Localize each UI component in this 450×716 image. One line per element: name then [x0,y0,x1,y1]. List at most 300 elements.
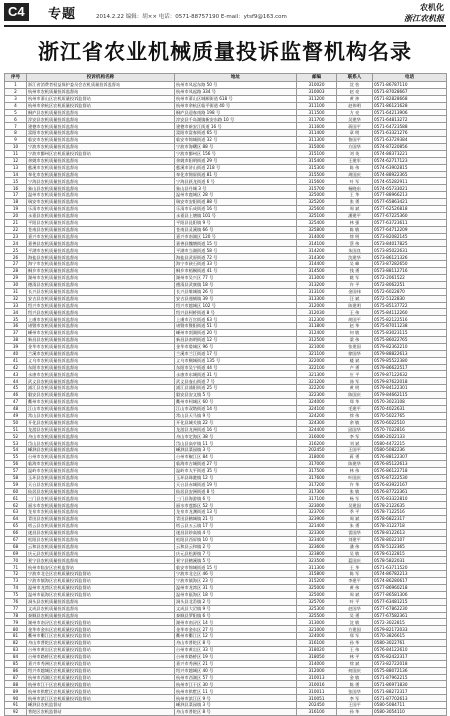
cell-postcode: 315500 [297,171,337,178]
cell-address: 富阳市富春街道 65 号 [175,130,297,137]
cell-phone: 0578-8022107 [373,536,447,543]
cell-org: 嵊泗县农机质量投诉监督站 [27,447,175,454]
cell-phone: 0577-67582361 [373,612,447,619]
cell-index: 52 [5,433,27,440]
cell-org: 温州市龙湾区农机质量投诉监督站 [27,585,175,592]
cell-address: 永嘉县上塘镇 101 号 [175,212,297,219]
cell-phone: 0579-84662115 [373,392,447,399]
cell-address: 台州市黄岩区 33 号 [175,647,297,654]
cell-contact: 金国伟 [337,288,373,295]
cell-org: 三门县农机质量投诉监督站 [27,495,175,502]
cell-org: 临安市农机质量投诉监督站 [27,137,175,144]
header-rule [4,25,446,27]
cell-index: 76 [5,598,27,605]
cell-index: 38 [5,336,27,343]
table-row [5,612,447,619]
cell-address: 舟山市普陀区 8 号 [175,709,297,716]
cell-index: 16 [5,185,27,192]
table-row [5,123,447,130]
cell-contact: 汪 斌 [337,295,373,302]
table-row [5,447,447,454]
table-row [5,550,447,557]
cell-address: 海宁市硖石街道 33 号 [175,261,297,268]
cell-index: 46 [5,392,27,399]
cell-org: 东阳市农机质量投诉监督站 [27,364,175,371]
cell-address: 杭州市滨江区 9 号 [175,695,297,702]
table-row [5,467,447,474]
cell-org: 杭州市萧山区农机质量投诉监督站 [27,95,175,102]
table-row [5,681,447,688]
cell-org: 义乌市农机质量投诉监督站 [27,357,175,364]
cell-contact: 蒋国平 [337,123,373,130]
table-row [5,660,447,667]
cell-contact: 方 亮 [337,109,373,116]
cell-contact: 王建军 [337,157,373,164]
table-row [5,667,447,674]
cell-org: 诸暨市农机质量投诉监督站 [27,323,175,330]
cell-org: 上虞市农机质量投诉监督站 [27,316,175,323]
cell-phone: 0574-86280617 [373,578,447,585]
cell-postcode: 312030 [297,309,337,316]
cell-index: 62 [5,502,27,509]
cell-postcode: 324000 [297,398,337,405]
cell-index: 63 [5,509,27,516]
table-row [5,212,447,219]
cell-index: 34 [5,309,27,316]
cell-index: 57 [5,467,27,474]
cell-org: 嘉善县农机质量投诉监督站 [27,240,175,247]
cell-org: 仙居县农机质量投诉监督站 [27,488,175,495]
cell-phone: 0578-5822031 [373,557,447,564]
cell-contact: 林 伟 [337,467,373,474]
table-row [5,247,447,254]
table-row [5,178,447,185]
cell-contact: 赵国华 [337,605,373,612]
cell-postcode: 318000 [297,454,337,461]
table-row [5,440,447,447]
cell-contact: 林 强 [337,219,373,226]
cell-contact: 蓝国庆 [337,557,373,564]
cell-phone: 0571-87962215 [373,674,447,681]
cell-index: 48 [5,405,27,412]
cell-contact: 潘建平 [337,212,373,219]
cell-contact: 叶 平 [337,598,373,605]
cell-org: 宁波市农机质量投诉监督站 [27,144,175,151]
cell-postcode: 317200 [297,481,337,488]
cell-index: 65 [5,523,27,530]
cell-address: 建德市新安江街道 16 号 [175,123,297,130]
cell-org: 瑞安市农机质量投诉监督站 [27,199,175,206]
cell-index: 4 [5,102,27,109]
cell-contact: 徐 明 [337,233,373,240]
cell-index: 14 [5,171,27,178]
cell-org: 常山县农机质量投诉监督站 [27,412,175,419]
cell-contact: 张建国 [337,343,373,350]
cell-address: 文成县大峃镇 9 号 [175,605,297,612]
table-row [5,157,447,164]
cell-index: 8 [5,130,27,137]
cell-phone: 0575-86022765 [373,336,447,343]
cell-phone: 0580-3022761 [373,640,447,647]
cell-contact: 张 勇 [337,199,373,206]
cell-index: 50 [5,419,27,426]
cell-postcode: 325500 [297,612,337,619]
cell-phone: 0580-2022133 [373,433,447,440]
cell-index: 15 [5,178,27,185]
table-row [5,529,447,536]
cell-contact: 周 斌 [337,516,373,523]
cell-org: 温州市农机质量投诉监督站 [27,192,175,199]
table-row [5,323,447,330]
cell-index: 23 [5,233,27,240]
cell-phone: 0579-82172033 [373,626,447,633]
table-row [5,647,447,654]
cell-postcode: 310051 [297,695,337,702]
cell-phone: 0580-4472215 [373,440,447,447]
cell-contact: 张国华 [337,688,373,695]
cell-address: 龙泉市龙渊街道 13 号 [175,509,297,516]
cell-phone: 0576-88122307 [373,454,447,461]
page-header [0,0,450,26]
cell-contact: 卢 勇 [337,364,373,371]
table-row [5,288,447,295]
cell-address: 金华市婺城区 96 号 [175,343,297,350]
cell-phone: 0572-2061522 [373,274,447,281]
cell-contact: 许 华 [337,481,373,488]
table-header-row [5,74,447,82]
cell-address: 兰溪市兰江街道 17 号 [175,350,297,357]
cell-org: 永嘉县农机质量投诉监督站 [27,212,175,219]
cell-postcode: 313000 [297,619,337,626]
cell-phone: 0577-62526818 [373,206,447,213]
cell-phone: 0571-64213906 [373,109,447,116]
cell-address: 临安市锦城街道 32 号 [175,137,297,144]
cell-address: 临安市锦城街道 15 号 [175,564,297,571]
cell-phone: 0571-86971830 [373,681,447,688]
table-row [5,316,447,323]
table-row [5,502,447,509]
cell-contact: 刘 英 [337,150,373,157]
cell-org: 慈溪市农机质量投诉监督站 [27,164,175,171]
cell-contact: 陈国庆 [337,392,373,399]
cell-phone: 0574-86782213 [373,571,447,578]
cell-phone: 0571-87702613 [373,695,447,702]
cell-index: 67 [5,536,27,543]
cell-org: 浦江县农机质量投诉监督站 [27,385,175,392]
cell-postcode: 311400 [297,130,337,137]
cell-postcode: 311800 [297,323,337,330]
cell-index: 49 [5,412,27,419]
cell-postcode: 315600 [297,178,337,185]
cell-postcode: 314200 [297,247,337,254]
cell-postcode: 317000 [297,460,337,467]
cell-contact: 林 平 [337,653,373,660]
cell-index: 6 [5,116,27,123]
cell-index: 66 [5,529,27,536]
cell-address: 三门县海游镇 6 号 [175,495,297,502]
table-row [5,516,447,523]
cell-postcode: 311100 [297,102,337,109]
brand-top: 农机化 [420,2,444,12]
cell-index: 88 [5,681,27,688]
cell-index: 19 [5,206,27,213]
cell-address: 奉化市锦屏街道 81 号 [175,171,297,178]
cell-contact: 吴 峰 [337,261,373,268]
cell-address: 上虞市百官街道 63 号 [175,316,297,323]
cell-address: 舟山市普陀区 8 号 [175,640,297,647]
cell-address: 绍兴市越城区 40 号 [175,667,297,674]
table-row [5,578,447,585]
cell-index: 78 [5,612,27,619]
cell-index: 13 [5,164,27,171]
cell-index: 22 [5,226,27,233]
cell-index: 51 [5,426,27,433]
cell-postcode: 325200 [297,199,337,206]
table-row [5,688,447,695]
cell-postcode: 321000 [297,343,337,350]
cell-index: 89 [5,688,27,695]
cell-index: 43 [5,371,27,378]
cell-address: 温岭市太平街道 35 号 [175,467,297,474]
cell-contact: 孙 华 [337,640,373,647]
table-row [5,412,447,419]
cell-phone: 0573-87282650 [373,261,447,268]
issue-meta: 2014.2.22 编辑：胡×× 电话：0571-88757190 E-mail：ytsf9@163.com [96,14,287,20]
table-row [5,378,447,385]
cell-index: 2 [5,88,27,95]
col-header-address: 地址 [175,74,297,82]
cell-org: 宁海县农机质量投诉监督站 [27,178,175,185]
cell-postcode: 316000 [297,433,337,440]
cell-org: 嵊泗县农机监督站 [27,702,175,709]
section-title: 专题 [48,7,77,22]
cell-address: 湖州市吴兴区 77 号 [175,274,297,281]
cell-address: 永康市东城街道 31 号 [175,371,297,378]
cell-index: 58 [5,474,27,481]
cell-contact: 方国华 [337,144,373,151]
cell-contact: 季 平 [337,509,373,516]
cell-postcode: 311500 [297,109,337,116]
table-row [5,481,447,488]
cell-address: 嵊州市剡湖街道 20 号 [175,330,297,337]
cell-org: 武义县农机质量投诉监督站 [27,378,175,385]
cell-contact: 叶 军 [337,178,373,185]
cell-address: 玉环县珠港镇 12 号 [175,474,297,481]
table-row [5,254,447,261]
table-row [5,116,447,123]
cell-address: 宁波市北仑区 46 号 [175,571,297,578]
cell-postcode: 316100 [297,709,337,716]
cell-address: 嵊泗县菜园镇 3 号 [175,702,297,709]
cell-index: 56 [5,460,27,467]
cell-contact: 吴建华 [337,116,373,123]
cell-phone: 0573-82082145 [373,233,447,240]
cell-postcode: 316100 [297,640,337,647]
cell-org: 桐庐县农机质量投诉监督站 [27,109,175,116]
cell-org: 平湖市农机质量投诉监督站 [27,247,175,254]
cell-index: 9 [5,137,27,144]
cell-postcode: 321300 [297,371,337,378]
cell-phone: 0576-85122613 [373,460,447,467]
cell-contact: 杨 军 [337,495,373,502]
cell-index: 5 [5,109,27,116]
cell-address: 宁海县跃龙街道 6 号 [175,178,297,185]
cell-contact: 郑 军 [337,633,373,640]
cell-address: 常山县天马镇 9 号 [175,412,297,419]
cell-org: 淳安县农机质量投诉监督站 [27,116,175,123]
table-row [5,371,447,378]
cell-phone: 0580-3054110 [373,709,447,716]
cell-postcode: 312400 [297,330,337,337]
cell-org: 洞头县农机质量投诉监督站 [27,598,175,605]
cell-contact: 陈建明 [337,302,373,309]
cell-postcode: 325400 [297,219,337,226]
cell-address: 云和县云和镇 2 号 [175,543,297,550]
cell-org: 绍兴市越城区农机质量投诉监督站 [27,667,175,674]
cell-org: 富阳市农机质量投诉监督站 [27,130,175,137]
cell-address: 嘉兴市南湖区 120 号 [175,233,297,240]
cell-phone: 0577-64712209 [373,226,447,233]
cell-address: 嵊泗县菜园镇 3 号 [175,447,297,454]
cell-address: 金华市金东区 27 号 [175,626,297,633]
cell-address: 湖州市南浔区 14 号 [175,619,297,626]
cell-postcode: 322200 [297,385,337,392]
cell-org: 永康市农机质量投诉监督站 [27,371,175,378]
table-row [5,192,447,199]
cell-postcode: 312500 [297,336,337,343]
cell-index: 70 [5,557,27,564]
cell-contact: 蔡 伟 [337,240,373,247]
table-row [5,357,447,364]
cell-org: 遂昌县农机质量投诉监督站 [27,529,175,536]
cell-address: 杭州市凤起路 334 号 [175,88,297,95]
table-row [5,495,447,502]
cell-address: 青田县鹤城镇 21 号 [175,516,297,523]
cell-org: 台州市路桥区农机质量投诉监督站 [27,653,175,660]
cell-contact: 周国庆 [337,171,373,178]
cell-address: 温州市鹿城区 28 号 [175,192,297,199]
col-header-org: 投诉机构名称 [27,74,175,82]
cell-contact: 楼 斌 [337,357,373,364]
cell-org: 桐乡市农机质量投诉监督站 [27,268,175,275]
cell-address: 庆元县松源镇 7 号 [175,550,297,557]
cell-org: 温州市瓯海区农机质量投诉监督站 [27,591,175,598]
cell-org: 安吉县农机质量投诉监督站 [27,295,175,302]
cell-postcode: 322300 [297,392,337,399]
cell-org: 天台县农机质量投诉监督站 [27,481,175,488]
cell-postcode: 325000 [297,591,337,598]
cell-address: 东阳市吴宁街道 44 号 [175,364,297,371]
cell-postcode: 315800 [297,571,337,578]
directory-table-wrap [4,73,446,716]
table-row [5,591,447,598]
cell-address: 温州市瓯海区 18 号 [175,591,297,598]
cell-index: 32 [5,295,27,302]
cell-phone: 0571-88272317 [373,688,447,695]
table-row [5,302,447,309]
cell-address: 松阳县西屏镇 10 号 [175,536,297,543]
cell-org: 杭州市西湖区农机质量投诉监督站 [27,674,175,681]
cell-index: 3 [5,95,27,102]
table-row [5,350,447,357]
cell-postcode: 324200 [297,412,337,419]
cell-phone: 0578-8122613 [373,529,447,536]
cell-contact: 黄 明 [337,385,373,392]
cell-contact: 陈 伟 [337,164,373,171]
cell-phone: 0573-84017825 [373,240,447,247]
cell-org: 杭州市拱墅区农机质量投诉监督站 [27,688,175,695]
table-row [5,102,447,109]
cell-phone: 0577-88966213 [373,192,447,199]
cell-postcode: 310003 [297,88,337,95]
cell-phone: 0571-64723588 [373,123,447,130]
cell-phone: 0580-5084711 [373,702,447,709]
cell-postcode: 311700 [297,116,337,123]
cell-org: 海盐县农机质量投诉监督站 [27,254,175,261]
cell-address: 衢州市柯城区 60 号 [175,398,297,405]
cell-index: 11 [5,150,27,157]
cell-postcode: 322100 [297,364,337,371]
cell-org: 衢州市衢江区农机质量投诉监督站 [27,633,175,640]
table-row [5,137,447,144]
cell-address: 浦江县浦阳街道 25 号 [175,385,297,392]
table-row [5,261,447,268]
cell-postcode: 324100 [297,405,337,412]
cell-postcode: 312000 [297,302,337,309]
cell-address: 余姚市阳明街道 29 号 [175,157,297,164]
cell-postcode: 323500 [297,557,337,564]
cell-contact: 胡国平 [337,316,373,323]
cell-postcode: 317300 [297,488,337,495]
cell-index: 25 [5,247,27,254]
cell-index: 55 [5,454,27,461]
cell-address: 慈溪市浒山街道 218 号 [175,164,297,171]
cell-index: 37 [5,330,27,337]
cell-phone: 0570-4022631 [373,405,447,412]
brand-logo-text: 浙江农机报 [404,13,444,23]
cell-address: 天台县赤城街道 19 号 [175,481,297,488]
cell-org: 杭州市江干区农机质量投诉监督站 [27,681,175,688]
cell-address: 衢州市衢江区 12 号 [175,633,297,640]
cell-org: 平阳县农机质量投诉监督站 [27,219,175,226]
cell-phone: 0574-88922365 [373,171,447,178]
cell-phone: 0571-87028667 [373,88,447,95]
cell-address: 宁波市海曙区 88 号 [175,144,297,151]
cell-contact: 黄 伟 [337,585,373,592]
cell-org: 金华市金东区农机质量投诉监督站 [27,626,175,633]
cell-phone: 0579-84122301 [373,385,447,392]
cell-contact: 王 华 [337,564,373,571]
cell-contact: 王 伟 [337,309,373,316]
cell-index: 33 [5,302,27,309]
cell-address: 桐乡市梧桐街道 41 号 [175,268,297,275]
cell-postcode: 318020 [297,647,337,654]
cell-address: 江山市双塔街道 14 号 [175,405,297,412]
table-row [5,460,447,467]
cell-org: 临海市农机质量投诉监督站 [27,460,175,467]
cell-address: 宁波市镇海区 23 号 [175,578,297,585]
cell-org: 龙游县农机质量投诉监督站 [27,426,175,433]
cell-address: 绍兴县柯桥街道 8 号 [175,309,297,316]
cell-address: 桐庐县迎春南路 198 号 [175,109,297,116]
cell-index: 24 [5,240,27,247]
table-row [5,488,447,495]
table-row [5,702,447,709]
cell-phone: 0572-5122830 [373,295,447,302]
cell-index: 27 [5,261,27,268]
cell-index: 47 [5,398,27,405]
cell-address: 台州市椒江区 84 号 [175,454,297,461]
